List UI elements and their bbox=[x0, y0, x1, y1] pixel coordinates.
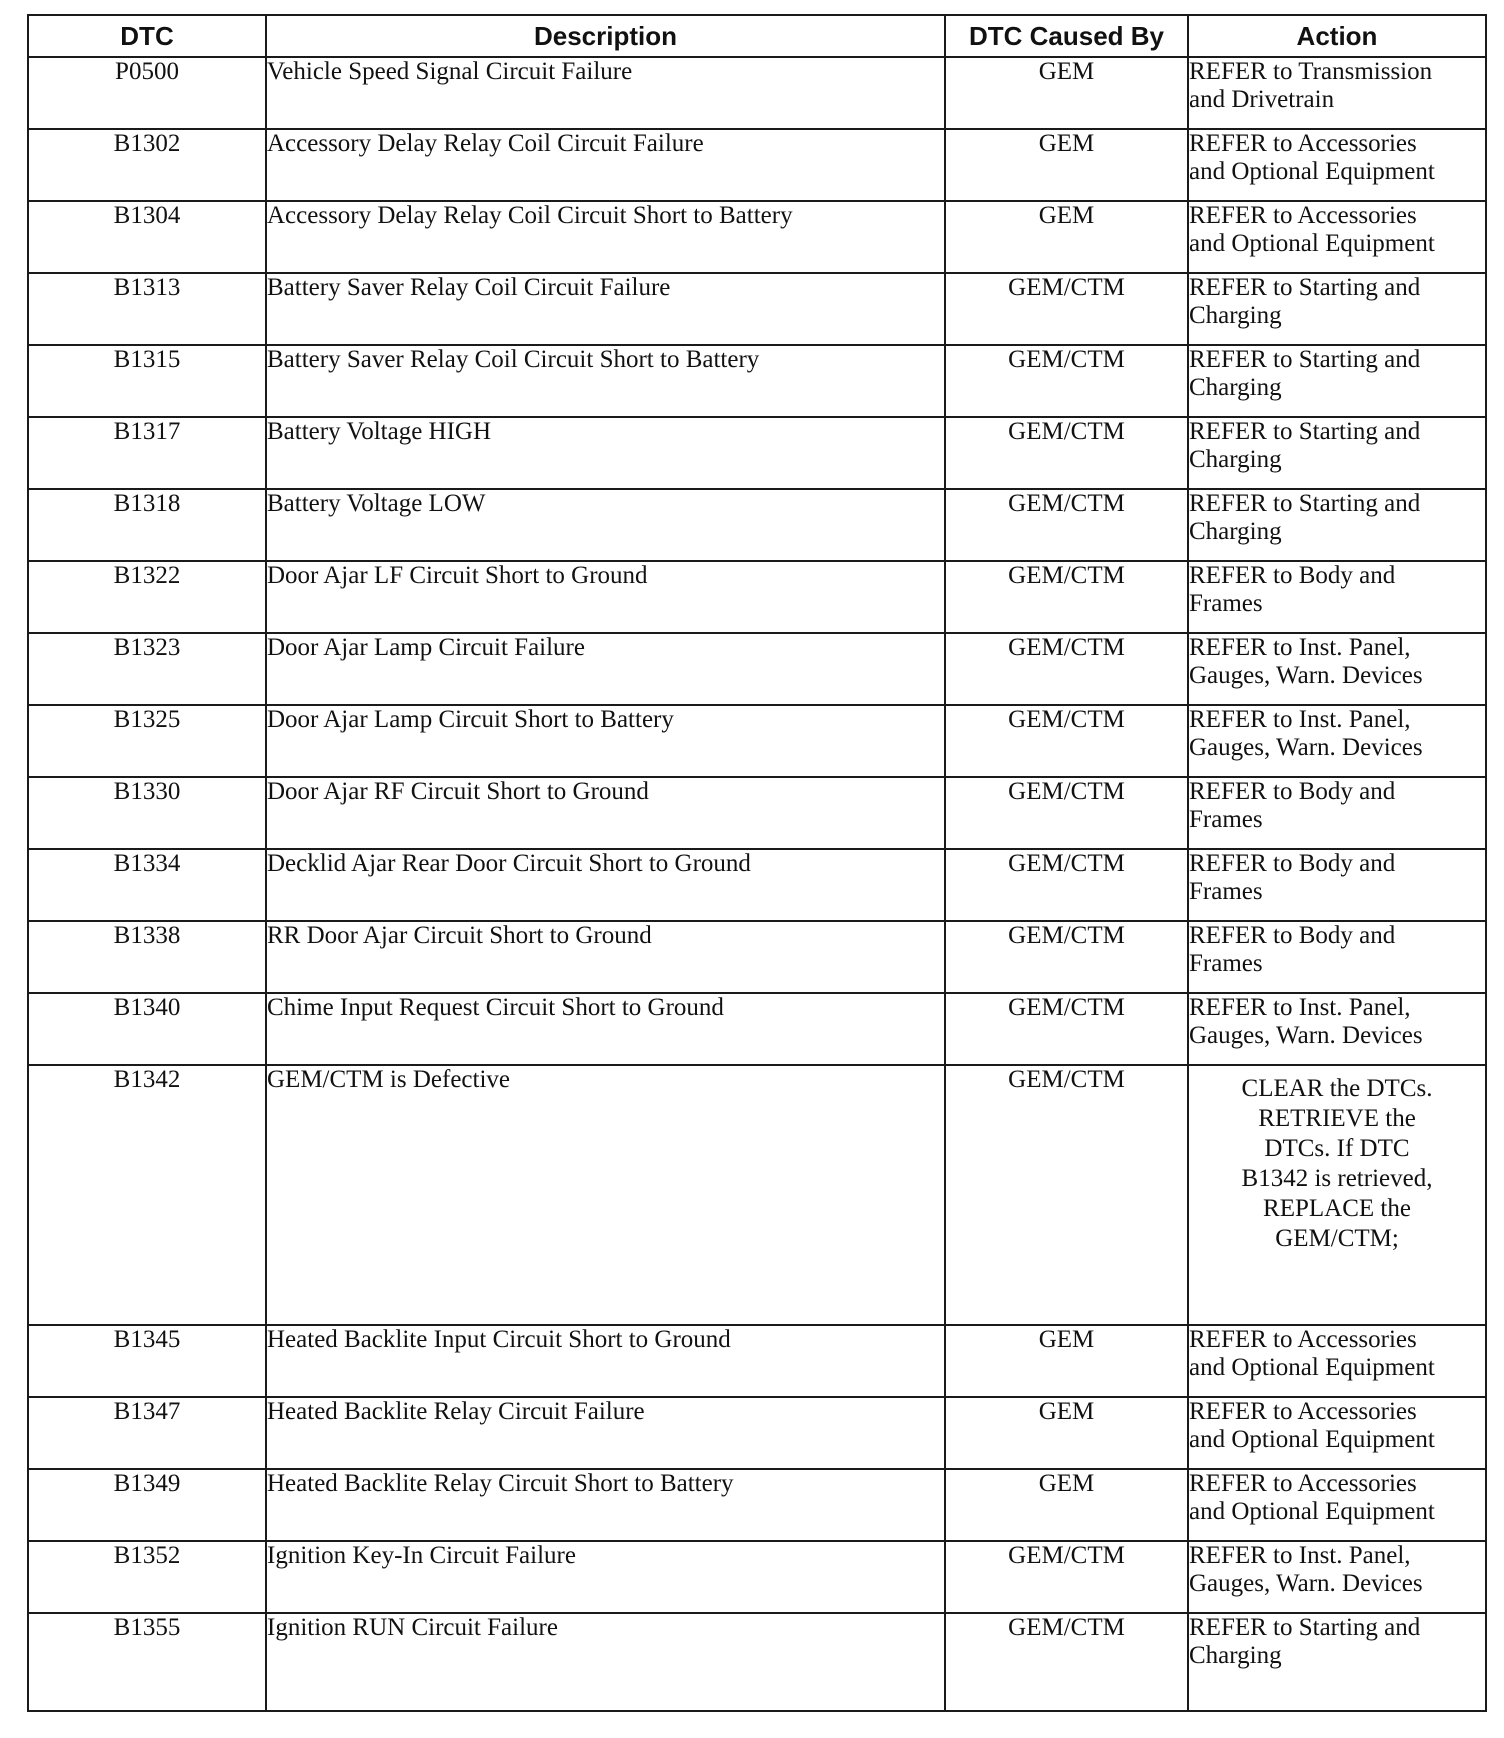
dtc-action bbox=[1188, 1613, 1486, 1711]
dtc-caused-by: GEM/CTM bbox=[945, 489, 1188, 561]
action-line: REFER to Inst. Panel, bbox=[1189, 634, 1411, 661]
table-row bbox=[28, 1469, 1486, 1541]
action-line: REFER to Starting and bbox=[1189, 490, 1421, 517]
table-row bbox=[28, 345, 1486, 417]
dtc-description: Door Ajar RF Circuit Short to Ground bbox=[266, 777, 945, 849]
action-line: REFER to Transmission bbox=[1189, 58, 1433, 85]
action-line: and Optional Equipment bbox=[1189, 230, 1435, 257]
dtc-description: Door Ajar Lamp Circuit Short to Battery bbox=[266, 705, 945, 777]
dtc-caused-by: GEM/CTM bbox=[945, 1613, 1188, 1711]
dtc-code: B1352 bbox=[28, 1541, 266, 1613]
action-line: and Optional Equipment bbox=[1189, 158, 1435, 185]
action-line: REFER to Body and bbox=[1189, 562, 1396, 589]
dtc-table bbox=[27, 14, 1487, 1712]
dtc-caused-by: GEM/CTM bbox=[945, 1065, 1188, 1325]
dtc-code: B1338 bbox=[28, 921, 266, 993]
table-row bbox=[28, 129, 1486, 201]
dtc-table-page bbox=[27, 14, 1485, 1712]
dtc-action bbox=[1188, 201, 1486, 273]
dtc-code: B1323 bbox=[28, 633, 266, 705]
action-line: Gauges, Warn. Devices bbox=[1189, 662, 1423, 689]
action-line: and Optional Equipment bbox=[1189, 1498, 1435, 1525]
dtc-description: Heated Backlite Relay Circuit Failure bbox=[266, 1397, 945, 1469]
action-line: REFER to Starting and bbox=[1189, 1614, 1421, 1641]
dtc-description: Chime Input Request Circuit Short to Ground bbox=[266, 993, 945, 1065]
action-line: GEM/CTM; bbox=[1275, 1225, 1399, 1252]
dtc-action bbox=[1188, 129, 1486, 201]
dtc-description: Heated Backlite Input Circuit Short to Ground bbox=[266, 1325, 945, 1397]
dtc-code: B1347 bbox=[28, 1397, 266, 1469]
action-line: CLEAR the DTCs. bbox=[1241, 1075, 1433, 1102]
dtc-caused-by: GEM bbox=[945, 1397, 1188, 1469]
dtc-caused-by: GEM/CTM bbox=[945, 993, 1188, 1065]
dtc-action bbox=[1188, 921, 1486, 993]
table-row bbox=[28, 1613, 1486, 1711]
action-line: DTCs. If DTC bbox=[1264, 1135, 1410, 1162]
dtc-code: B1302 bbox=[28, 129, 266, 201]
dtc-code: B1315 bbox=[28, 345, 266, 417]
dtc-description: Ignition Key-In Circuit Failure bbox=[266, 1541, 945, 1613]
table-row bbox=[28, 849, 1486, 921]
dtc-description: Door Ajar Lamp Circuit Failure bbox=[266, 633, 945, 705]
dtc-action bbox=[1188, 1325, 1486, 1397]
action-line: Charging bbox=[1189, 1642, 1282, 1669]
dtc-action bbox=[1188, 849, 1486, 921]
action-line: REFER to Starting and bbox=[1189, 346, 1421, 373]
dtc-code: B1340 bbox=[28, 993, 266, 1065]
dtc-caused-by: GEM/CTM bbox=[945, 921, 1188, 993]
action-line: REFER to Accessories bbox=[1189, 1326, 1417, 1353]
dtc-code: B1325 bbox=[28, 705, 266, 777]
dtc-description: Door Ajar LF Circuit Short to Ground bbox=[266, 561, 945, 633]
action-line: REFER to Body and bbox=[1189, 778, 1396, 805]
action-line: and Optional Equipment bbox=[1189, 1426, 1435, 1453]
action-line: Charging bbox=[1189, 518, 1282, 545]
action-line: Frames bbox=[1189, 590, 1263, 617]
action-line: and Drivetrain bbox=[1189, 86, 1335, 113]
table-row bbox=[28, 993, 1486, 1065]
dtc-code: B1313 bbox=[28, 273, 266, 345]
dtc-code: P0500 bbox=[28, 57, 266, 129]
action-line: Frames bbox=[1189, 878, 1263, 905]
dtc-caused-by: GEM/CTM bbox=[945, 417, 1188, 489]
action-line: REFER to Accessories bbox=[1189, 130, 1417, 157]
dtc-description: Ignition RUN Circuit Failure bbox=[266, 1613, 945, 1711]
dtc-code: B1349 bbox=[28, 1469, 266, 1541]
action-line: REPLACE the bbox=[1263, 1195, 1411, 1222]
table-row bbox=[28, 273, 1486, 345]
dtc-action bbox=[1188, 1469, 1486, 1541]
action-line: and Optional Equipment bbox=[1189, 1354, 1435, 1381]
action-line: REFER to Accessories bbox=[1189, 1470, 1417, 1497]
dtc-action bbox=[1188, 345, 1486, 417]
dtc-caused-by: GEM bbox=[945, 129, 1188, 201]
table-row bbox=[28, 1065, 1486, 1325]
dtc-description: Decklid Ajar Rear Door Circuit Short to Ground bbox=[266, 849, 945, 921]
action-line: REFER to Starting and bbox=[1189, 274, 1421, 301]
dtc-caused-by: GEM/CTM bbox=[945, 849, 1188, 921]
table-row bbox=[28, 921, 1486, 993]
action-line: REFER to Starting and bbox=[1189, 418, 1421, 445]
dtc-description: Accessory Delay Relay Coil Circuit Failure bbox=[266, 129, 945, 201]
dtc-action bbox=[1188, 561, 1486, 633]
table-row bbox=[28, 633, 1486, 705]
dtc-description: Battery Saver Relay Coil Circuit Failure bbox=[266, 273, 945, 345]
action-line: REFER to Body and bbox=[1189, 850, 1396, 877]
header-caused-by: DTC Caused By bbox=[945, 15, 1188, 57]
table-row bbox=[28, 57, 1486, 129]
action-line: B1342 is retrieved, bbox=[1241, 1165, 1433, 1192]
action-line: REFER to Inst. Panel, bbox=[1189, 994, 1411, 1021]
dtc-code: B1317 bbox=[28, 417, 266, 489]
action-line: REFER to Inst. Panel, bbox=[1189, 1542, 1411, 1569]
dtc-description: Battery Saver Relay Coil Circuit Short to Battery bbox=[266, 345, 945, 417]
table-row bbox=[28, 561, 1486, 633]
action-line: REFER to Accessories bbox=[1189, 202, 1417, 229]
dtc-action bbox=[1188, 1541, 1486, 1613]
action-line: Gauges, Warn. Devices bbox=[1189, 734, 1423, 761]
dtc-caused-by: GEM bbox=[945, 1325, 1188, 1397]
dtc-caused-by: GEM bbox=[945, 201, 1188, 273]
dtc-caused-by: GEM/CTM bbox=[945, 345, 1188, 417]
action-line: Charging bbox=[1189, 446, 1282, 473]
table-row bbox=[28, 705, 1486, 777]
dtc-code: B1342 bbox=[28, 1065, 266, 1325]
dtc-code: B1334 bbox=[28, 849, 266, 921]
dtc-code: B1304 bbox=[28, 201, 266, 273]
action-line: Frames bbox=[1189, 806, 1263, 833]
dtc-action bbox=[1188, 489, 1486, 561]
dtc-action bbox=[1188, 57, 1486, 129]
dtc-caused-by: GEM bbox=[945, 1469, 1188, 1541]
action-line: Charging bbox=[1189, 302, 1282, 329]
dtc-action bbox=[1188, 993, 1486, 1065]
dtc-caused-by: GEM bbox=[945, 57, 1188, 129]
dtc-action bbox=[1188, 705, 1486, 777]
dtc-code: B1355 bbox=[28, 1613, 266, 1711]
action-line: Frames bbox=[1189, 950, 1263, 977]
table-row bbox=[28, 1541, 1486, 1613]
dtc-caused-by: GEM/CTM bbox=[945, 777, 1188, 849]
action-line: Gauges, Warn. Devices bbox=[1189, 1570, 1423, 1597]
dtc-action bbox=[1188, 1065, 1486, 1325]
dtc-action bbox=[1188, 417, 1486, 489]
table-row bbox=[28, 417, 1486, 489]
dtc-code: B1345 bbox=[28, 1325, 266, 1397]
dtc-description: Heated Backlite Relay Circuit Short to Battery bbox=[266, 1469, 945, 1541]
action-line: Charging bbox=[1189, 374, 1282, 401]
dtc-code: B1330 bbox=[28, 777, 266, 849]
header-dtc: DTC bbox=[28, 15, 266, 57]
header-row bbox=[28, 15, 1486, 57]
header-action: Action bbox=[1188, 15, 1486, 57]
dtc-description: GEM/CTM is Defective bbox=[266, 1065, 945, 1325]
dtc-action bbox=[1188, 777, 1486, 849]
dtc-caused-by: GEM/CTM bbox=[945, 705, 1188, 777]
action-line: REFER to Inst. Panel, bbox=[1189, 706, 1411, 733]
header-description: Description bbox=[266, 15, 945, 57]
dtc-caused-by: GEM/CTM bbox=[945, 1541, 1188, 1613]
table-row bbox=[28, 1397, 1486, 1469]
dtc-caused-by: GEM/CTM bbox=[945, 561, 1188, 633]
dtc-action bbox=[1188, 633, 1486, 705]
dtc-description: Vehicle Speed Signal Circuit Failure bbox=[266, 57, 945, 129]
action-line: RETRIEVE the bbox=[1258, 1105, 1416, 1132]
dtc-code: B1318 bbox=[28, 489, 266, 561]
table-row bbox=[28, 489, 1486, 561]
table-row bbox=[28, 777, 1486, 849]
action-line: REFER to Accessories bbox=[1189, 1398, 1417, 1425]
dtc-action bbox=[1188, 1397, 1486, 1469]
dtc-code: B1322 bbox=[28, 561, 266, 633]
dtc-description: Accessory Delay Relay Coil Circuit Short to Battery bbox=[266, 201, 945, 273]
action-line: REFER to Body and bbox=[1189, 922, 1396, 949]
dtc-caused-by: GEM/CTM bbox=[945, 273, 1188, 345]
dtc-description: RR Door Ajar Circuit Short to Ground bbox=[266, 921, 945, 993]
dtc-description: Battery Voltage HIGH bbox=[266, 417, 945, 489]
dtc-action bbox=[1188, 273, 1486, 345]
dtc-description: Battery Voltage LOW bbox=[266, 489, 945, 561]
table-row bbox=[28, 1325, 1486, 1397]
dtc-caused-by: GEM/CTM bbox=[945, 633, 1188, 705]
action-line: Gauges, Warn. Devices bbox=[1189, 1022, 1423, 1049]
table-row bbox=[28, 201, 1486, 273]
